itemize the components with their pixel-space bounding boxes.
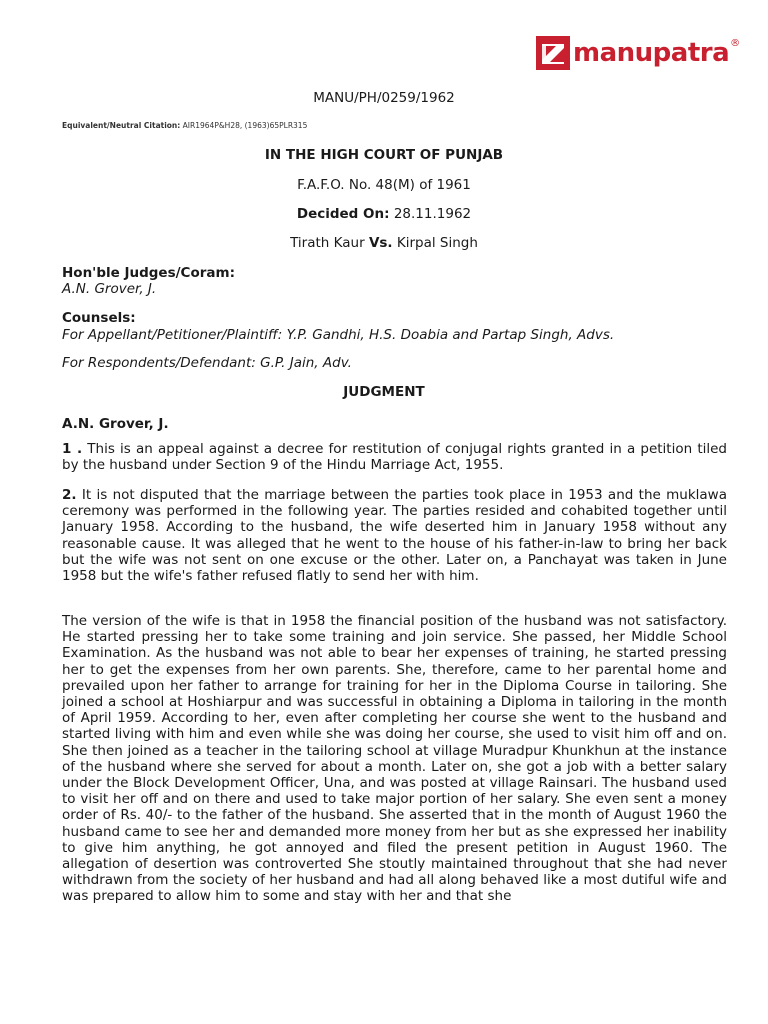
equivalent-citation-value: AIR1964P&H28, (1963)65PLR315: [182, 121, 308, 130]
paragraph-2: [62, 487, 727, 584]
court-name: IN THE HIGH COURT OF PUNJAB: [264, 147, 504, 163]
party-appellant: Tirath Kaur: [290, 235, 365, 251]
counsel-respondent: For Respondents/Defendant: G.P. Jain, Adv.: [62, 355, 352, 371]
versus-label: Vs.: [368, 235, 393, 251]
manupatra-logo-icon: [536, 36, 570, 70]
judges-label: Hon'ble Judges/Coram:: [62, 265, 235, 281]
case-number: F.A.F.O. No. 48(M) of 1961: [297, 177, 471, 193]
counsels-label: Counsels:: [62, 310, 136, 326]
party-respondent: Kirpal Singh: [396, 235, 478, 251]
logo-wordmark: manupatra: [573, 38, 730, 68]
registered-mark: ®: [730, 38, 741, 49]
paragraph-1: [62, 441, 727, 473]
citation-id: MANU/PH/0259/1962: [313, 90, 455, 106]
parties: [40, 235, 728, 251]
judgment-title: JUDGMENT: [343, 384, 425, 400]
paragraph-text: It is not disputed that the marriage between the parties took place in 1953 and the muklawa ceremony was performed in the following year. The parties resided and cohabited together until January 1958. According to the husband, the wife deserted him in January 1958 without any reasonable cause. It was alleged that he went to the house of his father-in-law to bring her back but the wife was not sent on one excuse or the other. Later on, a Panchayat was taken in June 1958 but the wife's father refused flatly to send her with him.: [62, 487, 727, 585]
decided-on: [40, 206, 728, 222]
paragraph-3: [62, 613, 727, 905]
decided-on-label: Decided On:: [296, 206, 390, 222]
equivalent-citation: [62, 121, 307, 130]
paragraph-number: 1 .: [62, 441, 83, 457]
equivalent-citation-label: Equivalent/Neutral Citation:: [62, 121, 181, 130]
paragraph-number: 2.: [62, 487, 77, 503]
counsel-appellant: For Appellant/Petitioner/Plaintiff: Y.P. Gandhi, H.S. Doabia and Partap Singh, Advs.: [62, 327, 615, 343]
manupatra-logo: [536, 36, 740, 70]
judges-value: A.N. Grover, J.: [62, 281, 157, 297]
decided-on-value: 28.11.1962: [393, 206, 472, 222]
judgment-author: A.N. Grover, J.: [62, 416, 169, 432]
paragraph-text: The version of the wife is that in 1958 the financial position of the husband was not satisfactory. He started pressing her to take some training and join service. She passed, her Middle School Examination. As the husband was not able to bear her expenses of training, he started pressing her to get the expenses from her own parents. She, therefore, came to her parental home and prevailed upon her father to arrange for training for her in the Diploma Course in tailoring. She joined a school at Hoshiarpur and was successful in obtaining a Diploma in tailoring in the month of April 1959. According to her, even after completing her course she went to the husband and started living with him and even while she was doing her course, she used to visit him off and on. She then joined as a teacher in the tailoring school at village Muradpur Khunkhun at the instance of the husband where she served for about a month. Later on, she got a job with a better salary under the Block Development Officer, Una, and was posted at village Rainsari. The husband used to visit her off and on there and used to take major portion of her salary. She even sent a money order of Rs. 40/- to the father of the husband. She asserted that in the month of August 1960 the husband came to see her and demanded more money from her but as she expressed her inability to give him anything, he got annoyed and filed the present petition in August 1960. The allegation of desertion was controverted She stoutly maintained throughout that she had never withdrawn from the society of her husband and had all along behaved like a most dutiful wife and was prepared to allow him to some and stay with her and that she: [62, 613, 727, 905]
paragraph-text: This is an appeal against a decree for restitution of conjugal rights granted in a petition tiled by the husband under Section 9 of the Hindu Marriage Act, 1955.: [62, 441, 728, 474]
